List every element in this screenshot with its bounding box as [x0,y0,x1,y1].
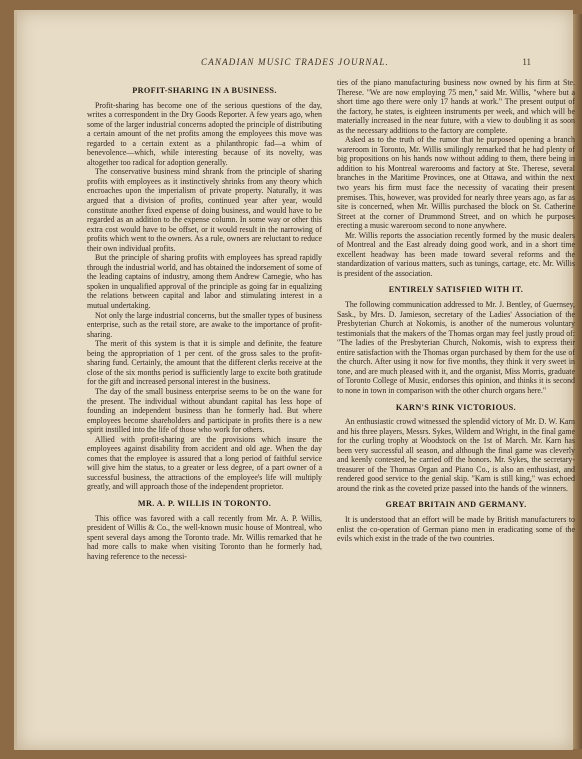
paragraph: The following communication addressed to Mr. J. Bentley, of Guernsey, Sask., by Mrs. D. Jamieson, secretary of the Ladies' Association of the Presbyterian Church at Nokomis, is another of the numerous voluntary testimonials that the makers of the Thomas organ may feel justly proud of: "The ladies of the Presbyterian Church, Nokomis, wish to express their entire satisfaction with the Thomas organ purchased by them for the use of the church. After using it now for five months, they think it very sweet in tone, and are much pleased with it, and the organist, Miss Morris, graduate of Toronto College of Music, endorses this opinion, and thinks it is second to none in town in comparison with the other church organs here." [337,300,575,395]
article-heading-willis: MR. A. P. WILLIS IN TORONTO. [137,498,272,508]
paragraph: The merit of this system is that it is simple and definite, the feature being the appropriation of 1 per cent. of the gross sales to the profit-sharing fund. Certainly, the amount that the different clerks receive at the close of the six months period is sufficiently large to excite both gratitude for the gift and increased personal interest in the business. [87,339,322,387]
article-heading-karn: KARN'S RINK VICTORIOUS. [395,402,517,412]
article-heading-satisfied: ENTIRELY SATISFIED WITH IT. [388,285,524,295]
paragraph: Not only the large industrial concerns, but the smaller types of business enterprise, such as the retail store, are awake to the importance of profit-sharing. [87,310,322,339]
paragraph: Allied with profit-sharing are the provisions which insure the employees against disability from accident and old age. When the day comes that the employee is assured that a long period of faithful service will give him the status, to a greater or less degree, of a part owner of a successful business, the attractions of the employee's life will multiply greatly, and will approach those of the independent proprietor. [87,434,322,492]
left-column [87,86,322,561]
paragraph: It is understood that an effort will be made by British manufacturers to enlist the co-operation of German piano men in eradicating some of the evils which exist in the trade of the two countries. [337,514,575,544]
paragraph: Asked as to the truth of the rumor that he purposed opening a branch wareroom in Toronto, Mr. Willis smilingly remarked that he had plenty of big propositions on his hands now without adding to them, there being in addition to his Montreal warerooms and factory at Ste. Therese, several branches in the Maritime Provinces, one at Ottawa, and within the next two years his firm must face the necessity of vacating their present premises. This, however, was provided for nearly three years ago, as far as site is concerned, when Mr. Willis purchased the block on St. Catherine Street at the corner of Drummond Street, and on which he purposes erecting a music wareroom second to none anywhere. [337,135,575,231]
paragraph: Mr. Willis reports the association recently formed by the music dealers of Montreal and the East already doing good work, and in a short time excellent headway has been made toward several reforms and the standardization of various matters, such as tunings, cartage, etc. Mr. Willis is president of the association. [337,230,575,278]
page-number: 11 [522,57,531,67]
journal-title: CANADIAN MUSIC TRADES JOURNAL. [201,57,389,67]
paragraph: An enthusiastic crowd witnessed the splendid victory of Mr. D. W. Karn and his three players, Messrs. Sykes, Wildern and Wright, in the final game for the curling trophy at Woodstock on the 1st of March. Mr. Karn has been very successful all season, and although the final game was cleverly and keenly contested, he carried off the honors. Mr. Sykes, the secretary-treasurer of the Thomas Organ and Piano Co., is also an enthusiast, and rendered good service to the genial skip. "Karn is still king," was echoed around the rink as the coveted prize passed into the hands of the winners. [337,417,575,493]
page-header [17,57,573,71]
article-heading-britain-germany: GREAT BRITAIN AND GERMANY. [385,500,527,510]
paragraph: This office was favored with a call recently from Mr. A. P. Willis, president of Willis & Co., the well-known music house of Montreal, who spent several days among the Toronto trade. Mr. Willis remarked that he had more calls to make when visiting Toronto than he formerly had, having reference to the necessi- [87,513,322,561]
article-heading-profit-sharing: PROFIT-SHARING IN A BUSINESS. [132,86,277,95]
journal-page [14,10,573,750]
paragraph: ties of the piano manufacturing business now owned by his firm at Ste. Therese. "We are now employing 75 men," said Mr. Willis, "where but a short time ago there were only 17 hands at work." The present output of the factory, he states, is eighteen instruments per week, and which will be materially increased in the near future, with a view to doubling it as soon as the necessary additions to the factory are complete. [337,78,575,135]
paragraph: The conservative business mind shrank from the principle of sharing profits with employees as it instinctively shrinks from any theory which encroaches upon the imperialism of private property. Naturally, it was argued that a division of profits, continued year after year, would constitute another fixed expense of doing business, and would have to be regarded as an addition to the expense column. In some way or other this extra cost would have to be offset, or it would result in the narrowing of profits which went to the owners. As a rule, owners are reluctant to reduce their own individual profits. [87,167,322,253]
right-column [337,78,575,544]
paragraph: Profit-sharing has become one of the serious questions of the day, writes a correspondent in the Dry Goods Reporter. A few years ago, when some of the larger industrial concerns adopted the principle of distributing a certain amount of the net profits among the employees this move was regarded to a certain extent as a philanthropic fad—a whim of benevolence—which, while interesting because of its novelty, was altogether too radical for adoption generally. [87,100,322,167]
paragraph: But the principle of sharing profits with employees has spread rapidly through the industrial world, and has obtained the indorsement of some of the leading captains of industry, among them Andrew Carnegie, who has spoken in unqualified approval of the principle as going far in equalizing the relations between capital and labor and stimulating interest in a mutual undertaking. [87,253,322,311]
paragraph: The day of the small business enterprise seems to be on the wane for the present. The individual without abundant capital has less hope of founding an independent business than he formerly had. But where employees become shareholders and participate in profits there is a new spirit instilled into the life of those who work for others. [87,386,322,435]
